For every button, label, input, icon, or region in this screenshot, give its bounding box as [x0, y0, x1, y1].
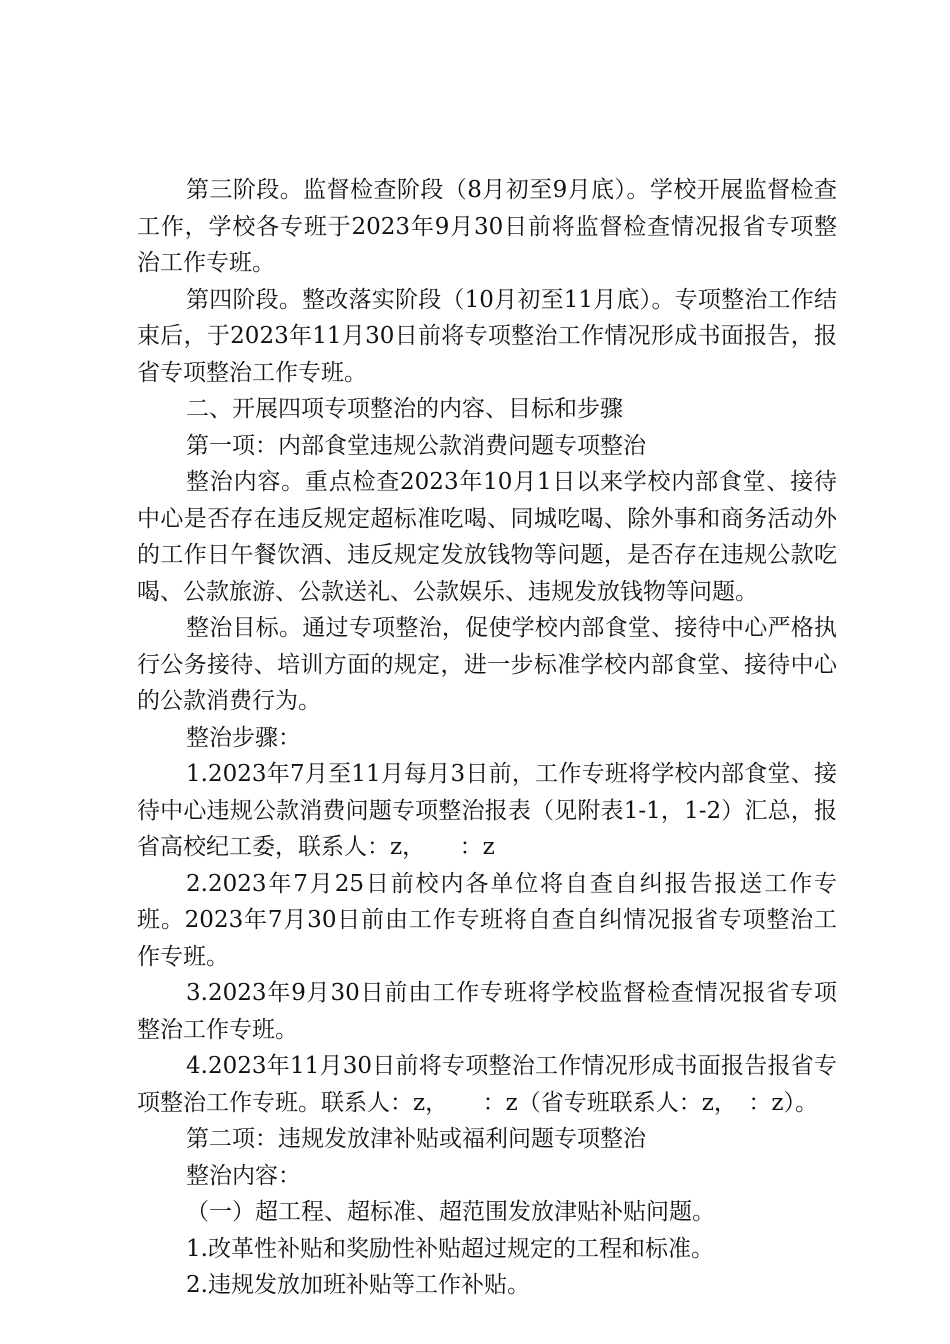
step-item-3: 3.2023年9月30日前由工作专班将学校监督检查情况报省专项整治工作专班。 [137, 980, 837, 1043]
item-heading-one: 第一项：内部食堂违规公款消费问题专项整治 [186, 432, 646, 459]
item-heading-two: 第二项：违规发放津补贴或福利问题专项整治 [186, 1126, 646, 1152]
sub-item-1: 1.改革性补贴和奖励性补贴超过规定的工程和标准。 [186, 1235, 714, 1262]
step-item-2: 2.2023年7月25日前校内各单位将自查自纠报告报送工作专班。2023年7月30日前由工作专班将自查自纠情况报省专项整治工作专班。 [137, 870, 837, 970]
step-item-1: 1.2023年7月至11月每月3日前，工作专班将学校内部食堂、接待中心违规公款消费问题专项整治报表（见附表1-1，1-2）汇总，报省高校纪工委，联系人：z， ：z [137, 761, 837, 860]
section-heading-two: 二、开展四项专项整治的内容、目标和步骤 [186, 396, 623, 422]
paragraph-rectification-content: 整治内容。重点检查2023年10月1日以来学校内部食堂、接待中心是否存在违反规定超标准吃喝、同城吃喝、除外事和商务活动外的工作日午餐饮酒、违反规定发放钱物等问题，是否存在违规公款吃喝、公款旅游、公款送礼、公款娱乐、违规发放钱物等问题。 [137, 469, 837, 605]
paragraph-stage-three: 第三阶段。监督检查阶段（8月初至9月底）。学校开展监督检查工作，学校各专班于2023年9月30日前将监督检查情况报省专项整治工作专班。 [137, 177, 837, 276]
paragraph-stage-four: 第四阶段。整改落实阶段（10月初至11月底）。专项整治工作结束后，于2023年11月30日前将专项整治工作情况形成书面报告，报省专项整治工作专班。 [137, 286, 837, 386]
paragraph-content-label: 整治内容： [186, 1162, 301, 1189]
sub-item-2: 2.违规发放加班补贴等工作补贴。 [186, 1272, 530, 1298]
step-item-4: 4.2023年11月30日前将专项整治工作情况形成书面报告报省专项整治工作专班。联系人：z， ：z（省专班联系人：z， ：z）。 [137, 1053, 837, 1116]
document-body [137, 172, 837, 1304]
subsection-one: （一）超工程、超标准、超范围发放津贴补贴问题。 [186, 1199, 715, 1225]
paragraph-rectification-goal: 整治目标。通过专项整治，促使学校内部食堂、接待中心严格执行公务接待、培训方面的规定，进一步标准学校内部食堂、接待中心的公款消费行为。 [137, 615, 837, 714]
paragraph-rectification-steps: 整治步骤： [186, 724, 301, 751]
